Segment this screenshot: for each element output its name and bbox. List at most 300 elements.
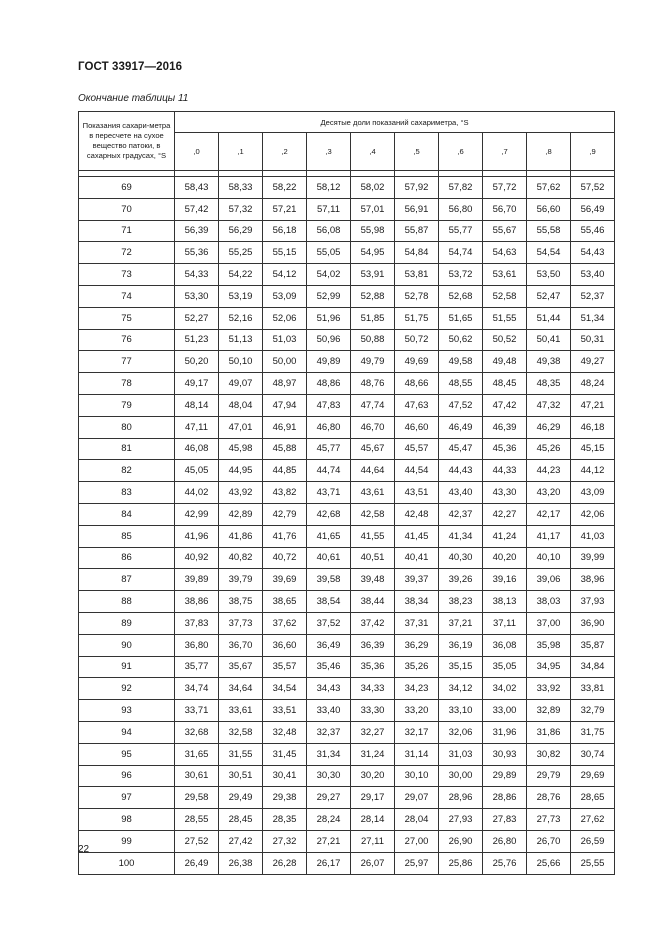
table-cell: 29,89: [483, 765, 527, 787]
table-cell: 51,65: [439, 307, 483, 329]
table-cell: 29,58: [175, 787, 219, 809]
row-label: 81: [79, 438, 175, 460]
table-cell: 43,40: [439, 482, 483, 504]
table-cell: 27,52: [175, 830, 219, 852]
table-cell: 43,92: [219, 482, 263, 504]
table-cell: 29,79: [527, 765, 571, 787]
table-caption: Окончание таблицы 11: [78, 93, 189, 104]
table-cell: 56,70: [483, 198, 527, 220]
table-cell: 49,48: [483, 351, 527, 373]
table-cell: 51,13: [219, 329, 263, 351]
table-cell: 43,82: [263, 482, 307, 504]
table-cell: 39,06: [527, 569, 571, 591]
column-header: ,6: [439, 133, 483, 171]
table-cell: 40,72: [263, 547, 307, 569]
column-header: ,1: [219, 133, 263, 171]
table-cell: 34,54: [263, 678, 307, 700]
table-cell: 34,64: [219, 678, 263, 700]
row-label: 73: [79, 264, 175, 286]
table-cell: 28,86: [483, 787, 527, 809]
table-cell: 55,05: [307, 242, 351, 264]
column-header: ,5: [395, 133, 439, 171]
table-cell: 47,11: [175, 416, 219, 438]
table-cell: 40,10: [527, 547, 571, 569]
table-cell: 34,43: [307, 678, 351, 700]
table-cell: 34,12: [439, 678, 483, 700]
table-cell: 47,52: [439, 394, 483, 416]
row-label: 77: [79, 351, 175, 373]
table-cell: 35,87: [571, 634, 615, 656]
table-cell: 32,58: [219, 721, 263, 743]
table-cell: 43,61: [351, 482, 395, 504]
table-row: [79, 177, 615, 199]
table-cell: 44,74: [307, 460, 351, 482]
table-row: [79, 307, 615, 329]
table-cell: 42,89: [219, 503, 263, 525]
table-cell: 30,51: [219, 765, 263, 787]
table-cell: 48,76: [351, 373, 395, 395]
table-cell: 32,48: [263, 721, 307, 743]
table-cell: 41,17: [527, 525, 571, 547]
table-cell: 29,17: [351, 787, 395, 809]
table-cell: 46,70: [351, 416, 395, 438]
table-cell: 34,33: [351, 678, 395, 700]
table-cell: 37,83: [175, 612, 219, 634]
table-cell: 48,14: [175, 394, 219, 416]
table-cell: 31,75: [571, 721, 615, 743]
table-cell: 30,00: [439, 765, 483, 787]
row-header: Показания сахари-метра в пересчете на сухое вещество патоки, в сахарных градусах, °S: [79, 112, 175, 171]
column-header: ,7: [483, 133, 527, 171]
table-cell: 45,36: [483, 438, 527, 460]
table-cell: 27,73: [527, 809, 571, 831]
table-cell: 43,20: [527, 482, 571, 504]
table-cell: 53,50: [527, 264, 571, 286]
table-cell: 50,31: [571, 329, 615, 351]
table-cell: 38,44: [351, 591, 395, 613]
table-cell: 37,52: [307, 612, 351, 634]
row-label: 79: [79, 394, 175, 416]
table-cell: 55,15: [263, 242, 307, 264]
table-cell: 29,49: [219, 787, 263, 809]
table-cell: 31,65: [175, 743, 219, 765]
table-cell: 50,72: [395, 329, 439, 351]
table-cell: 47,94: [263, 394, 307, 416]
table-cell: 27,62: [571, 809, 615, 831]
table-cell: 37,21: [439, 612, 483, 634]
table-cell: 58,12: [307, 177, 351, 199]
table-row: [79, 852, 615, 874]
table-cell: 40,61: [307, 547, 351, 569]
table-cell: 42,99: [175, 503, 219, 525]
table-cell: 51,03: [263, 329, 307, 351]
table-cell: 32,06: [439, 721, 483, 743]
table-cell: 45,26: [527, 438, 571, 460]
table-cell: 27,42: [219, 830, 263, 852]
table-cell: 27,83: [483, 809, 527, 831]
table-cell: 58,43: [175, 177, 219, 199]
table-cell: 38,23: [439, 591, 483, 613]
table-cell: 38,13: [483, 591, 527, 613]
table-cell: 57,11: [307, 198, 351, 220]
table-cell: 37,73: [219, 612, 263, 634]
row-label: 95: [79, 743, 175, 765]
table-cell: 46,29: [527, 416, 571, 438]
row-label: 76: [79, 329, 175, 351]
table-cell: 57,72: [483, 177, 527, 199]
table-cell: 44,02: [175, 482, 219, 504]
table-cell: 26,80: [483, 830, 527, 852]
table-cell: 44,54: [395, 460, 439, 482]
table-cell: 39,79: [219, 569, 263, 591]
table-cell: 44,23: [527, 460, 571, 482]
table-cell: 30,41: [263, 765, 307, 787]
table-cell: 55,67: [483, 220, 527, 242]
table-cell: 45,05: [175, 460, 219, 482]
table-cell: 48,86: [307, 373, 351, 395]
column-header: ,4: [351, 133, 395, 171]
table-cell: 35,46: [307, 656, 351, 678]
table-row: [79, 787, 615, 809]
table-cell: 56,91: [395, 198, 439, 220]
table-row: [79, 765, 615, 787]
table-cell: 34,74: [175, 678, 219, 700]
table-cell: 27,21: [307, 830, 351, 852]
table-cell: 29,27: [307, 787, 351, 809]
table-cell: 43,30: [483, 482, 527, 504]
table-row: [79, 373, 615, 395]
table-cell: 41,96: [175, 525, 219, 547]
table-cell: 54,74: [439, 242, 483, 264]
table-cell: 41,45: [395, 525, 439, 547]
table-cell: 47,21: [571, 394, 615, 416]
table-cell: 52,06: [263, 307, 307, 329]
table-cell: 25,86: [439, 852, 483, 874]
table-row: [79, 220, 615, 242]
row-label: 98: [79, 809, 175, 831]
table-cell: 54,43: [571, 242, 615, 264]
column-header: ,3: [307, 133, 351, 171]
table-cell: 30,93: [483, 743, 527, 765]
table-cell: 41,24: [483, 525, 527, 547]
table-cell: 33,92: [527, 678, 571, 700]
table-cell: 39,99: [571, 547, 615, 569]
table-cell: 53,40: [571, 264, 615, 286]
table-cell: 44,85: [263, 460, 307, 482]
table-row: [79, 547, 615, 569]
table-cell: 26,59: [571, 830, 615, 852]
table-cell: 56,18: [263, 220, 307, 242]
table-cell: 52,27: [175, 307, 219, 329]
row-label: 92: [79, 678, 175, 700]
table-cell: 25,76: [483, 852, 527, 874]
table-cell: 31,86: [527, 721, 571, 743]
table-cell: 42,79: [263, 503, 307, 525]
column-header: ,0: [175, 133, 219, 171]
table-cell: 54,33: [175, 264, 219, 286]
table-cell: 30,82: [527, 743, 571, 765]
table-cell: 57,21: [263, 198, 307, 220]
table-cell: 54,22: [219, 264, 263, 286]
table-cell: 53,72: [439, 264, 483, 286]
table-cell: 48,35: [527, 373, 571, 395]
table-row: [79, 591, 615, 613]
table-cell: 29,38: [263, 787, 307, 809]
table-cell: 50,88: [351, 329, 395, 351]
table-cell: 26,90: [439, 830, 483, 852]
table-cell: 41,76: [263, 525, 307, 547]
table-cell: 58,02: [351, 177, 395, 199]
table-row: [79, 264, 615, 286]
table-cell: 27,32: [263, 830, 307, 852]
table-cell: 55,98: [351, 220, 395, 242]
table-cell: 56,39: [175, 220, 219, 242]
table-cell: 51,23: [175, 329, 219, 351]
table-cell: 55,87: [395, 220, 439, 242]
table-cell: 44,33: [483, 460, 527, 482]
table-cell: 49,38: [527, 351, 571, 373]
table-cell: 30,20: [351, 765, 395, 787]
table-cell: 36,70: [219, 634, 263, 656]
table-cell: 45,57: [395, 438, 439, 460]
table-cell: 50,10: [219, 351, 263, 373]
table-cell: 35,05: [483, 656, 527, 678]
row-label: 75: [79, 307, 175, 329]
table-cell: 40,41: [395, 547, 439, 569]
table-cell: 26,28: [263, 852, 307, 874]
table-cell: 36,90: [571, 612, 615, 634]
table-cell: 56,80: [439, 198, 483, 220]
table-cell: 29,07: [395, 787, 439, 809]
table-cell: 48,45: [483, 373, 527, 395]
table-row: [79, 743, 615, 765]
table-cell: 53,81: [395, 264, 439, 286]
table-cell: 47,74: [351, 394, 395, 416]
table-cell: 57,52: [571, 177, 615, 199]
table-cell: 30,10: [395, 765, 439, 787]
table-cell: 53,30: [175, 285, 219, 307]
table-cell: 26,17: [307, 852, 351, 874]
table-cell: 32,27: [351, 721, 395, 743]
table-cell: 35,57: [263, 656, 307, 678]
table-row: [79, 678, 615, 700]
table-cell: 58,22: [263, 177, 307, 199]
table-cell: 30,61: [175, 765, 219, 787]
table-cell: 46,60: [395, 416, 439, 438]
table-cell: 56,49: [571, 198, 615, 220]
table-cell: 35,67: [219, 656, 263, 678]
table-cell: 42,17: [527, 503, 571, 525]
table-row: [79, 329, 615, 351]
table-cell: 26,38: [219, 852, 263, 874]
table-cell: 46,39: [483, 416, 527, 438]
table-cell: 38,34: [395, 591, 439, 613]
page-number: 22: [78, 844, 90, 855]
table-cell: 41,34: [439, 525, 483, 547]
table-row: [79, 416, 615, 438]
table-cell: 55,58: [527, 220, 571, 242]
table-cell: 38,65: [263, 591, 307, 613]
table-cell: 43,71: [307, 482, 351, 504]
table-cell: 25,97: [395, 852, 439, 874]
table-cell: 39,58: [307, 569, 351, 591]
table-cell: 33,20: [395, 700, 439, 722]
table-cell: 31,14: [395, 743, 439, 765]
table-row: [79, 242, 615, 264]
table-cell: 44,64: [351, 460, 395, 482]
table-cell: 44,12: [571, 460, 615, 482]
table-row: [79, 612, 615, 634]
table-cell: 56,29: [219, 220, 263, 242]
table-cell: 49,58: [439, 351, 483, 373]
table-row: [79, 285, 615, 307]
table-row: [79, 634, 615, 656]
table-cell: 49,69: [395, 351, 439, 373]
table-cell: 57,92: [395, 177, 439, 199]
table-cell: 33,10: [439, 700, 483, 722]
table-cell: 57,82: [439, 177, 483, 199]
table-cell: 52,47: [527, 285, 571, 307]
table-cell: 28,55: [175, 809, 219, 831]
table-cell: 45,67: [351, 438, 395, 460]
table-cell: 35,98: [527, 634, 571, 656]
table-cell: 35,36: [351, 656, 395, 678]
table-cell: 32,68: [175, 721, 219, 743]
table-cell: 52,68: [439, 285, 483, 307]
table-cell: 47,83: [307, 394, 351, 416]
table-cell: 45,98: [219, 438, 263, 460]
table-cell: 49,17: [175, 373, 219, 395]
table-cell: 48,04: [219, 394, 263, 416]
row-label: 96: [79, 765, 175, 787]
table-cell: 37,11: [483, 612, 527, 634]
table-body: [79, 177, 615, 875]
table-cell: 48,97: [263, 373, 307, 395]
table-cell: 28,35: [263, 809, 307, 831]
table-cell: 28,76: [527, 787, 571, 809]
table-cell: 36,60: [263, 634, 307, 656]
table-cell: 54,54: [527, 242, 571, 264]
table-cell: 36,08: [483, 634, 527, 656]
table-cell: 31,96: [483, 721, 527, 743]
table-cell: 49,27: [571, 351, 615, 373]
table-cell: 38,86: [175, 591, 219, 613]
row-label: 83: [79, 482, 175, 504]
row-label: 88: [79, 591, 175, 613]
table-cell: 27,00: [395, 830, 439, 852]
table-cell: 40,92: [175, 547, 219, 569]
row-label: 80: [79, 416, 175, 438]
table-row: [79, 394, 615, 416]
table-cell: 39,26: [439, 569, 483, 591]
table-cell: 48,55: [439, 373, 483, 395]
table-cell: 35,77: [175, 656, 219, 678]
table-cell: 57,42: [175, 198, 219, 220]
table-cell: 25,55: [571, 852, 615, 874]
table-cell: 40,30: [439, 547, 483, 569]
table-cell: 48,24: [571, 373, 615, 395]
table-cell: 54,63: [483, 242, 527, 264]
table-row: [79, 721, 615, 743]
table-cell: 44,95: [219, 460, 263, 482]
table-cell: 51,96: [307, 307, 351, 329]
table-cell: 57,62: [527, 177, 571, 199]
table-cell: 51,44: [527, 307, 571, 329]
table-cell: 46,08: [175, 438, 219, 460]
table-cell: 33,71: [175, 700, 219, 722]
row-label: 97: [79, 787, 175, 809]
table-cell: 47,63: [395, 394, 439, 416]
table-row: [79, 503, 615, 525]
table-cell: 34,95: [527, 656, 571, 678]
table-cell: 46,49: [439, 416, 483, 438]
table-cell: 51,85: [351, 307, 395, 329]
table-cell: 46,91: [263, 416, 307, 438]
table-cell: 33,30: [351, 700, 395, 722]
table-cell: 31,55: [219, 743, 263, 765]
table-cell: 47,32: [527, 394, 571, 416]
table-cell: 38,54: [307, 591, 351, 613]
table-cell: 49,79: [351, 351, 395, 373]
table-cell: 45,77: [307, 438, 351, 460]
table-cell: 34,84: [571, 656, 615, 678]
table-cell: 37,93: [571, 591, 615, 613]
table-cell: 52,88: [351, 285, 395, 307]
table-cell: 56,60: [527, 198, 571, 220]
table-cell: 36,39: [351, 634, 395, 656]
table-row: [79, 460, 615, 482]
table-cell: 50,41: [527, 329, 571, 351]
table-cell: 44,43: [439, 460, 483, 482]
table-cell: 25,66: [527, 852, 571, 874]
table-cell: 50,96: [307, 329, 351, 351]
table-cell: 35,26: [395, 656, 439, 678]
row-label: 85: [79, 525, 175, 547]
table-cell: 32,37: [307, 721, 351, 743]
table-cell: 39,37: [395, 569, 439, 591]
table-cell: 52,16: [219, 307, 263, 329]
table-row: [79, 656, 615, 678]
table-cell: 40,20: [483, 547, 527, 569]
table-cell: 46,80: [307, 416, 351, 438]
row-label: 86: [79, 547, 175, 569]
table-cell: 31,45: [263, 743, 307, 765]
table-cell: 28,65: [571, 787, 615, 809]
table-cell: 34,02: [483, 678, 527, 700]
table-cell: 47,01: [219, 416, 263, 438]
row-label: 78: [79, 373, 175, 395]
table-cell: 51,75: [395, 307, 439, 329]
table-cell: 45,15: [571, 438, 615, 460]
table-cell: 41,65: [307, 525, 351, 547]
table-cell: 46,18: [571, 416, 615, 438]
table-cell: 52,99: [307, 285, 351, 307]
table-cell: 43,51: [395, 482, 439, 504]
table-cell: 41,55: [351, 525, 395, 547]
row-label: 74: [79, 285, 175, 307]
table-cell: 28,04: [395, 809, 439, 831]
row-label: 69: [79, 177, 175, 199]
table-cell: 31,34: [307, 743, 351, 765]
table-cell: 53,61: [483, 264, 527, 286]
table-cell: 29,69: [571, 765, 615, 787]
table-cell: 49,07: [219, 373, 263, 395]
table-cell: 57,32: [219, 198, 263, 220]
table-cell: 50,62: [439, 329, 483, 351]
row-label: 70: [79, 198, 175, 220]
table-row: [79, 830, 615, 852]
table-cell: 28,45: [219, 809, 263, 831]
